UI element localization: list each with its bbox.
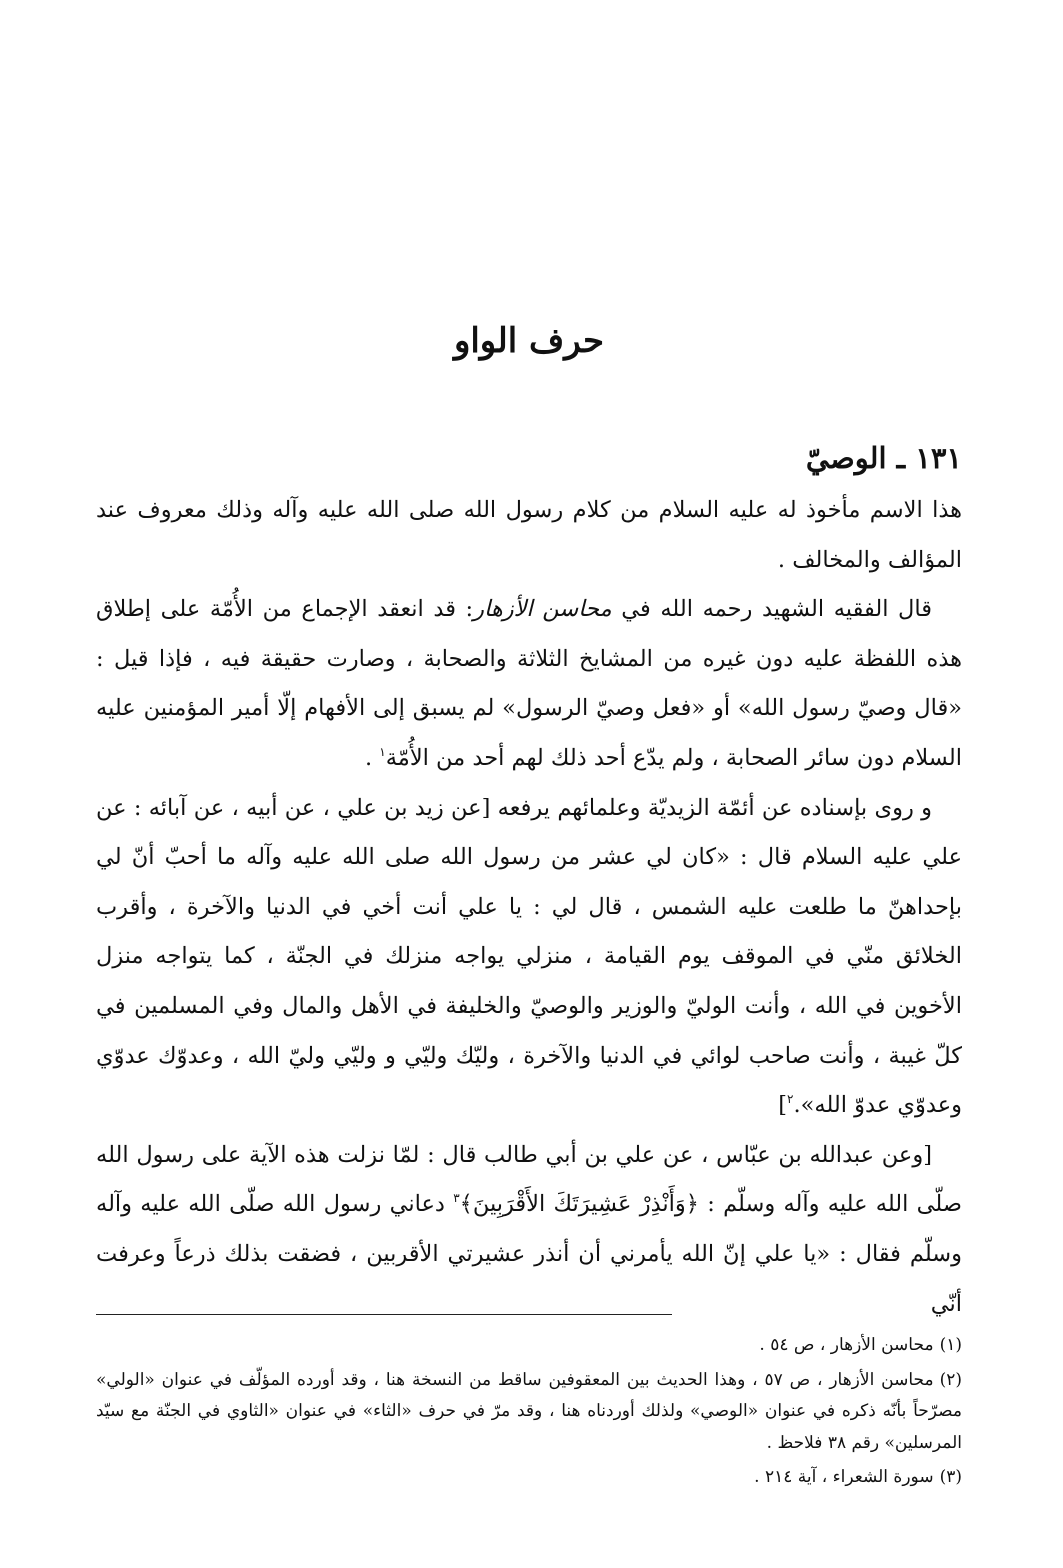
footnote-number: (١) (939, 1335, 962, 1355)
closing-bracket: ] (778, 1092, 788, 1119)
paragraph-1-text: هذا الاسم مأخوذ له عليه السلام من كلام رسول الله صلى الله عليه وآله وذلك معروف عند المؤالف والمخالف . (96, 497, 962, 573)
footnote-3 (96, 1462, 962, 1494)
entry-heading: ١٣١ ـ الوصيّ (805, 441, 962, 475)
footnote-1 (96, 1330, 962, 1362)
paragraph-2-before: قال الفقيه الشهيد رحمه الله في (611, 596, 933, 623)
paragraph-2-after: : قد انعقد الإجماع من الأُمّة على إطلاق هذه اللفظة عليه دون غيره من المشايخ الثلاثة والصحابة ، وصارت حقيقة فيه ، فإذا قيل : «قال وصيّ رسول الله» أو «فعل وصيّ الرسول» لم يسبق إلى الأفهام إلّا أمير المؤمنين عليه السلام دون سائر الصحابة ، ولم يدّع أحد ذلك لهم أحد من الأُمّة (96, 596, 962, 771)
footnote-number: (٢) (939, 1369, 962, 1390)
footnote-ref-1[interactable]: ١ (379, 744, 386, 759)
paragraph-1 (96, 486, 962, 585)
entry-body (96, 486, 962, 1329)
footnote-2 (96, 1365, 962, 1460)
paragraph-4-after: دعاني رسول الله صلّى الله عليه وآله وسلّم فقال : «يا علي إنّ الله يأمرني أن أنذر عشيرتي الأقربين ، فضقت بذلك ذرعاً وعرفت أنّي (96, 1191, 962, 1317)
quran-verse: ﴿وَأَنْذِرْ عَشِيرَتَكَ الأَقْرَبِينَ﴾ (459, 1191, 699, 1218)
paragraph-4-before: [وعن عبدالله بن عبّاس ، عن علي بن أبي طالب قال : لمّا نزلت هذه الآية على رسول الله صلّى الله عليه وآله وسلّم : (96, 1141, 962, 1218)
footnote-text: محاسن الأزهار ، ص ٥٧ ، وهذا الحديث بين المعقوفين ساقط من النسخة هنا ، وقد أورده المؤلّف في عنوان «الولي» مصرّحاً بأنّه ذكره في عنوان «الوصي» ولذلك أوردناه هنا ، وقد مرّ في حرف «الثاء» في عنوان «الثاوي في الجنّة مع سيّد المرسلين» رقم ٣٨ فلاحظ . (96, 1369, 962, 1453)
footnote-ref-2[interactable]: ٢ (787, 1092, 794, 1107)
footnote-text: محاسن الأزهار ، ص ٥٤ . (759, 1335, 934, 1355)
footnotes (96, 1330, 962, 1497)
chapter-title: حرف الواو (453, 321, 605, 361)
footnote-text: سورة الشعراء ، آية ٢١٤ . (754, 1467, 934, 1487)
footnote-ref-3[interactable]: ٣ (453, 1191, 460, 1206)
paragraph-2: قال الفقيه الشهيد رحمه الله في محاسن الأزهار: قد انعقد الإجماع من الأُمّة على إطلاق هذه اللفظة عليه دون غيره من المشايخ الثلاثة والصحابة ، وصارت حقيقة فيه ، فإذا قيل : «قال وصيّ رسول الله» أو «فعل وصيّ الرسول» لم يسبق إلى الأفهام إلّا أمير المؤمنين عليه السلام دون سائر الصحابة ، ولم يدّع أحد ذلك لهم أحد من الأُمّة$^١$ . (96, 596, 962, 771)
paragraph-3-text: و روى بإسناده عن أئمّة الزيديّة وعلمائهم يرفعه [عن زيد بن علي ، عن أبيه ، عن آبائه : عن علي عليه السلام قال : «كان لي عشر من رسول الله صلى الله عليه وآله ما أحبّ أنّ لي بإحداهنّ ما طلعت عليه الشمس ، قال لي : يا علي أنت أخي في الدنيا والآخرة ، وأقرب الخلائق منّي في الموقف يوم القيامة ، منزلي يواجه منزلك في الجنّة ، كما يتواجه منزل الأخوين في الله ، وأنت الوليّ والوزير والوصيّ والخليفة في الأهل والمال وفي المسلمين في كلّ غيبة ، وأنت صاحب لوائي في الدنيا والآخرة ، وليّك وليّي و وليّي وليّ الله ، وعدوّك عدوّي وعدوّي عدوّ الله». (96, 794, 962, 1119)
footnote-divider (96, 1314, 672, 1315)
book-title: محاسن الأزهار (473, 596, 612, 623)
book-page (96, 0, 962, 1568)
paragraph-3 (96, 784, 962, 1131)
footnote-number: (٣) (939, 1467, 962, 1487)
paragraph-4 (96, 1131, 962, 1329)
